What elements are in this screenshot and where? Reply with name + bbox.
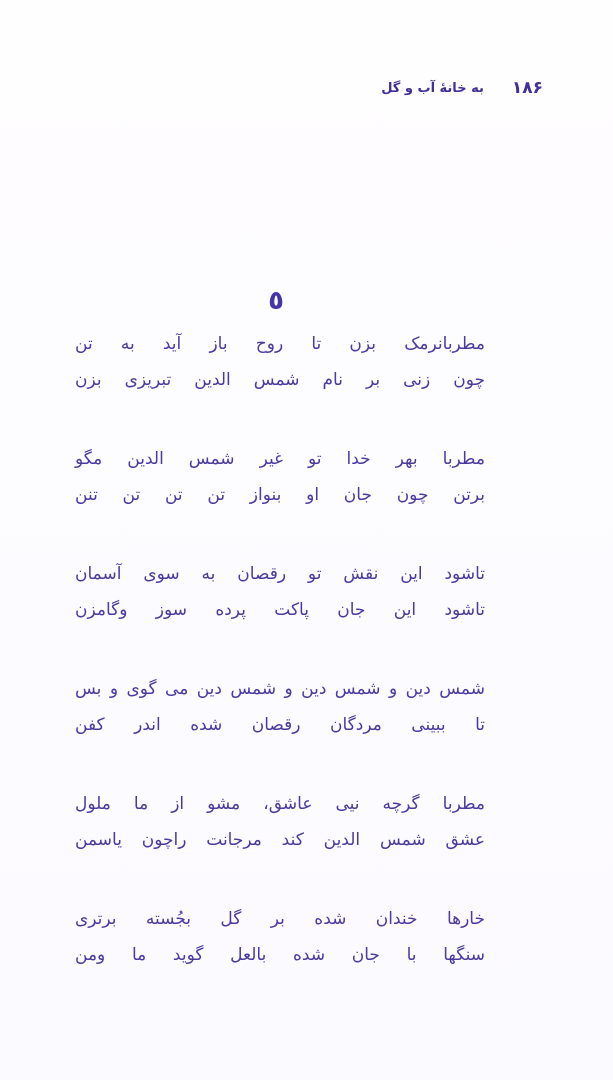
verse-line: خارها خندان شده بر گل بجُسته برتری bbox=[75, 909, 485, 929]
poem-number: ٥ bbox=[268, 286, 284, 316]
verse-line: تاشود این نقش تو رقصان به سوی آسمان bbox=[75, 564, 485, 584]
stanza bbox=[75, 556, 485, 628]
verse-line: مطربا بهر خدا تو غیر شمس الدین مگو bbox=[75, 449, 485, 469]
page-header bbox=[381, 78, 543, 98]
verse-line: تاشود این جان پاکت پرده سوز وگامزن bbox=[75, 600, 485, 620]
verse-line: عشق شمس الدین کند مرجانت راچون یاسمن bbox=[75, 830, 485, 850]
running-title: به خانهٔ آب و گل bbox=[381, 80, 484, 96]
stanza bbox=[75, 901, 485, 973]
poem-body bbox=[75, 326, 485, 1016]
stanza bbox=[75, 671, 485, 743]
verse-line: شمس دین و شمس دین و شمس دین می گوی و بس bbox=[75, 679, 485, 699]
verse-line: برتن چون جان او بنواز تن تن تن تنن bbox=[75, 485, 485, 505]
page-number: ۱۸۶ bbox=[511, 78, 543, 98]
verse-line: سنگها با جان شده بالعل گوید ما ومن bbox=[75, 945, 485, 965]
stanza bbox=[75, 326, 485, 398]
stanza bbox=[75, 441, 485, 513]
verse-line: مطربانرمک بزن تا روح باز آید به تن bbox=[75, 334, 485, 354]
stanza bbox=[75, 786, 485, 858]
verse-line: چون زنی بر نام شمس الدین تبریزی بزن bbox=[75, 370, 485, 390]
verse-line: مطربا گرچه نیی عاشق، مشو از ما ملول bbox=[75, 794, 485, 814]
verse-line: تا ببینی مردگان رقصان شده اندر کفن bbox=[75, 715, 485, 735]
